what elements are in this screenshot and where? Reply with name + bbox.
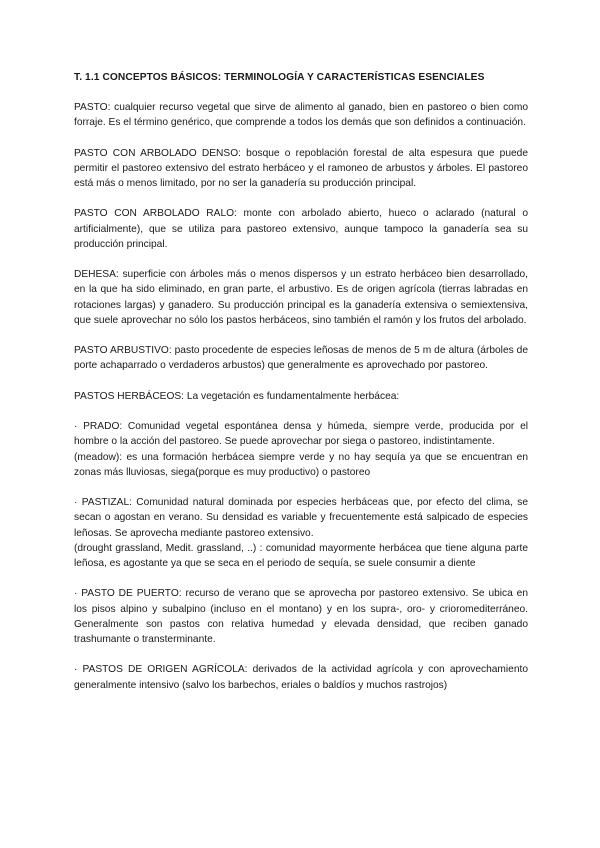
paragraph-line: PASTOS HERBÁCEOS: La vegetación es fundamentalmente herbácea: bbox=[74, 390, 400, 402]
paragraph-pasto-de-puerto bbox=[74, 586, 528, 647]
paragraph-line: · PRADO: Comunidad vegetal espontánea densa y húmeda, siempre verde, producida por el hombre o la acción del pastoreo. Se puede aprovechar por siega o pastoreo, indistintamente. bbox=[74, 421, 528, 448]
paragraph-dehesa bbox=[74, 267, 528, 328]
paragraph-pastizal bbox=[74, 495, 528, 571]
paragraph-pasto-arbustivo bbox=[74, 343, 528, 373]
paragraph-line: PASTO ARBUSTIVO: pasto procedente de especies leñosas de menos de 5 m de altura (árboles de porte achaparrado o verdaderos arbustos) que generalmente es aprovechado por pastoreo. bbox=[74, 345, 528, 372]
paragraph-line: PASTO CON ARBOLADO RALO: monte con arbolado abierto, hueco o aclarado (natural o artificialmente), que se utiliza para pastoreo extensivo, aunque tampoco la ganadería sea su producción principal. bbox=[74, 208, 528, 250]
paragraph-line: · PASTO DE PUERTO: recurso de verano que se aprovecha por pastoreo extensivo. Se ubica en los pisos alpino y subalpino (incluso en el montano) y en los supra-, oro- y crioromediterráneo. Generalmente son pastos con relativa humedad y elevada densidad, que reciben ganado trashumante o transterminante. bbox=[74, 588, 528, 645]
paragraph-pasto-arbolado-ralo bbox=[74, 206, 528, 252]
paragraph-line: · PASTOS DE ORIGEN AGRÍCOLA: derivados de la actividad agrícola y con aprovechamiento generalmente intensivo (salvo los barbechos, eriales o baldíos y muchos rastrojos) bbox=[74, 664, 528, 691]
paragraph-line: DEHESA: superficie con árboles más o menos dispersos y un estrato herbáceo bien desarrollado, en la que ha sido eliminado, en gran parte, el arbustivo. Es de origen agrícola (tierras labradas en rotaciones largas) y ganadero. Su producción principal es la ganadería extensiva o semiextensiva, que suele aprovechar no sólo los pastos herbáceos, sino también el ramón y los frutos del arbolado. bbox=[74, 269, 528, 326]
paragraph-line: PASTO CON ARBOLADO DENSO: bosque o repoblación forestal de alta espesura que puede permitir el pastoreo extensivo del estrato herbáceo y el ramoneo de arbustos y árboles. El pastoreo está más o menos limitado, por no ser la ganadería su producción principal. bbox=[74, 147, 528, 189]
paragraph-line: (drought grassland, Medit. grassland, ..) : comunidad mayormente herbácea que tiene alguna parte leñosa, es agostante ya que se seca en el periodo de sequía, se suele consumir a diente bbox=[74, 542, 528, 569]
document-title: T. 1.1 CONCEPTOS BÁSICOS: TERMINOLOGÍA Y CARACTERÍSTICAS ESENCIALES bbox=[74, 72, 485, 83]
paragraph-line: · PASTIZAL: Comunidad natural dominada por especies herbáceas que, por efecto del clima, se secan o agostan en verano. Su densidad es variable y frecuentemente está salpicado de especies leñosas. Se aprovecha mediante pastoreo extensivo. bbox=[74, 497, 528, 539]
paragraph-pastos-origen-agricola bbox=[74, 662, 528, 692]
paragraph-pasto-arbolado-denso bbox=[74, 146, 528, 192]
paragraph-pasto bbox=[74, 100, 528, 130]
paragraph-pastos-herbaceos bbox=[74, 389, 528, 404]
document-page bbox=[74, 71, 528, 708]
paragraph-prado bbox=[74, 419, 528, 480]
paragraph-line: (meadow): es una formación herbácea siempre verde y no hay sequía ya que se encuentran en zonas más lluviosas, siega(porque es muy productivo) o pastoreo bbox=[74, 451, 528, 478]
paragraph-line: PASTO: cualquier recurso vegetal que sirve de alimento al ganado, bien en pastoreo o bien como forraje. Es el término genérico, que comprende a todos los demás que son definidos a continuación. bbox=[74, 102, 528, 129]
